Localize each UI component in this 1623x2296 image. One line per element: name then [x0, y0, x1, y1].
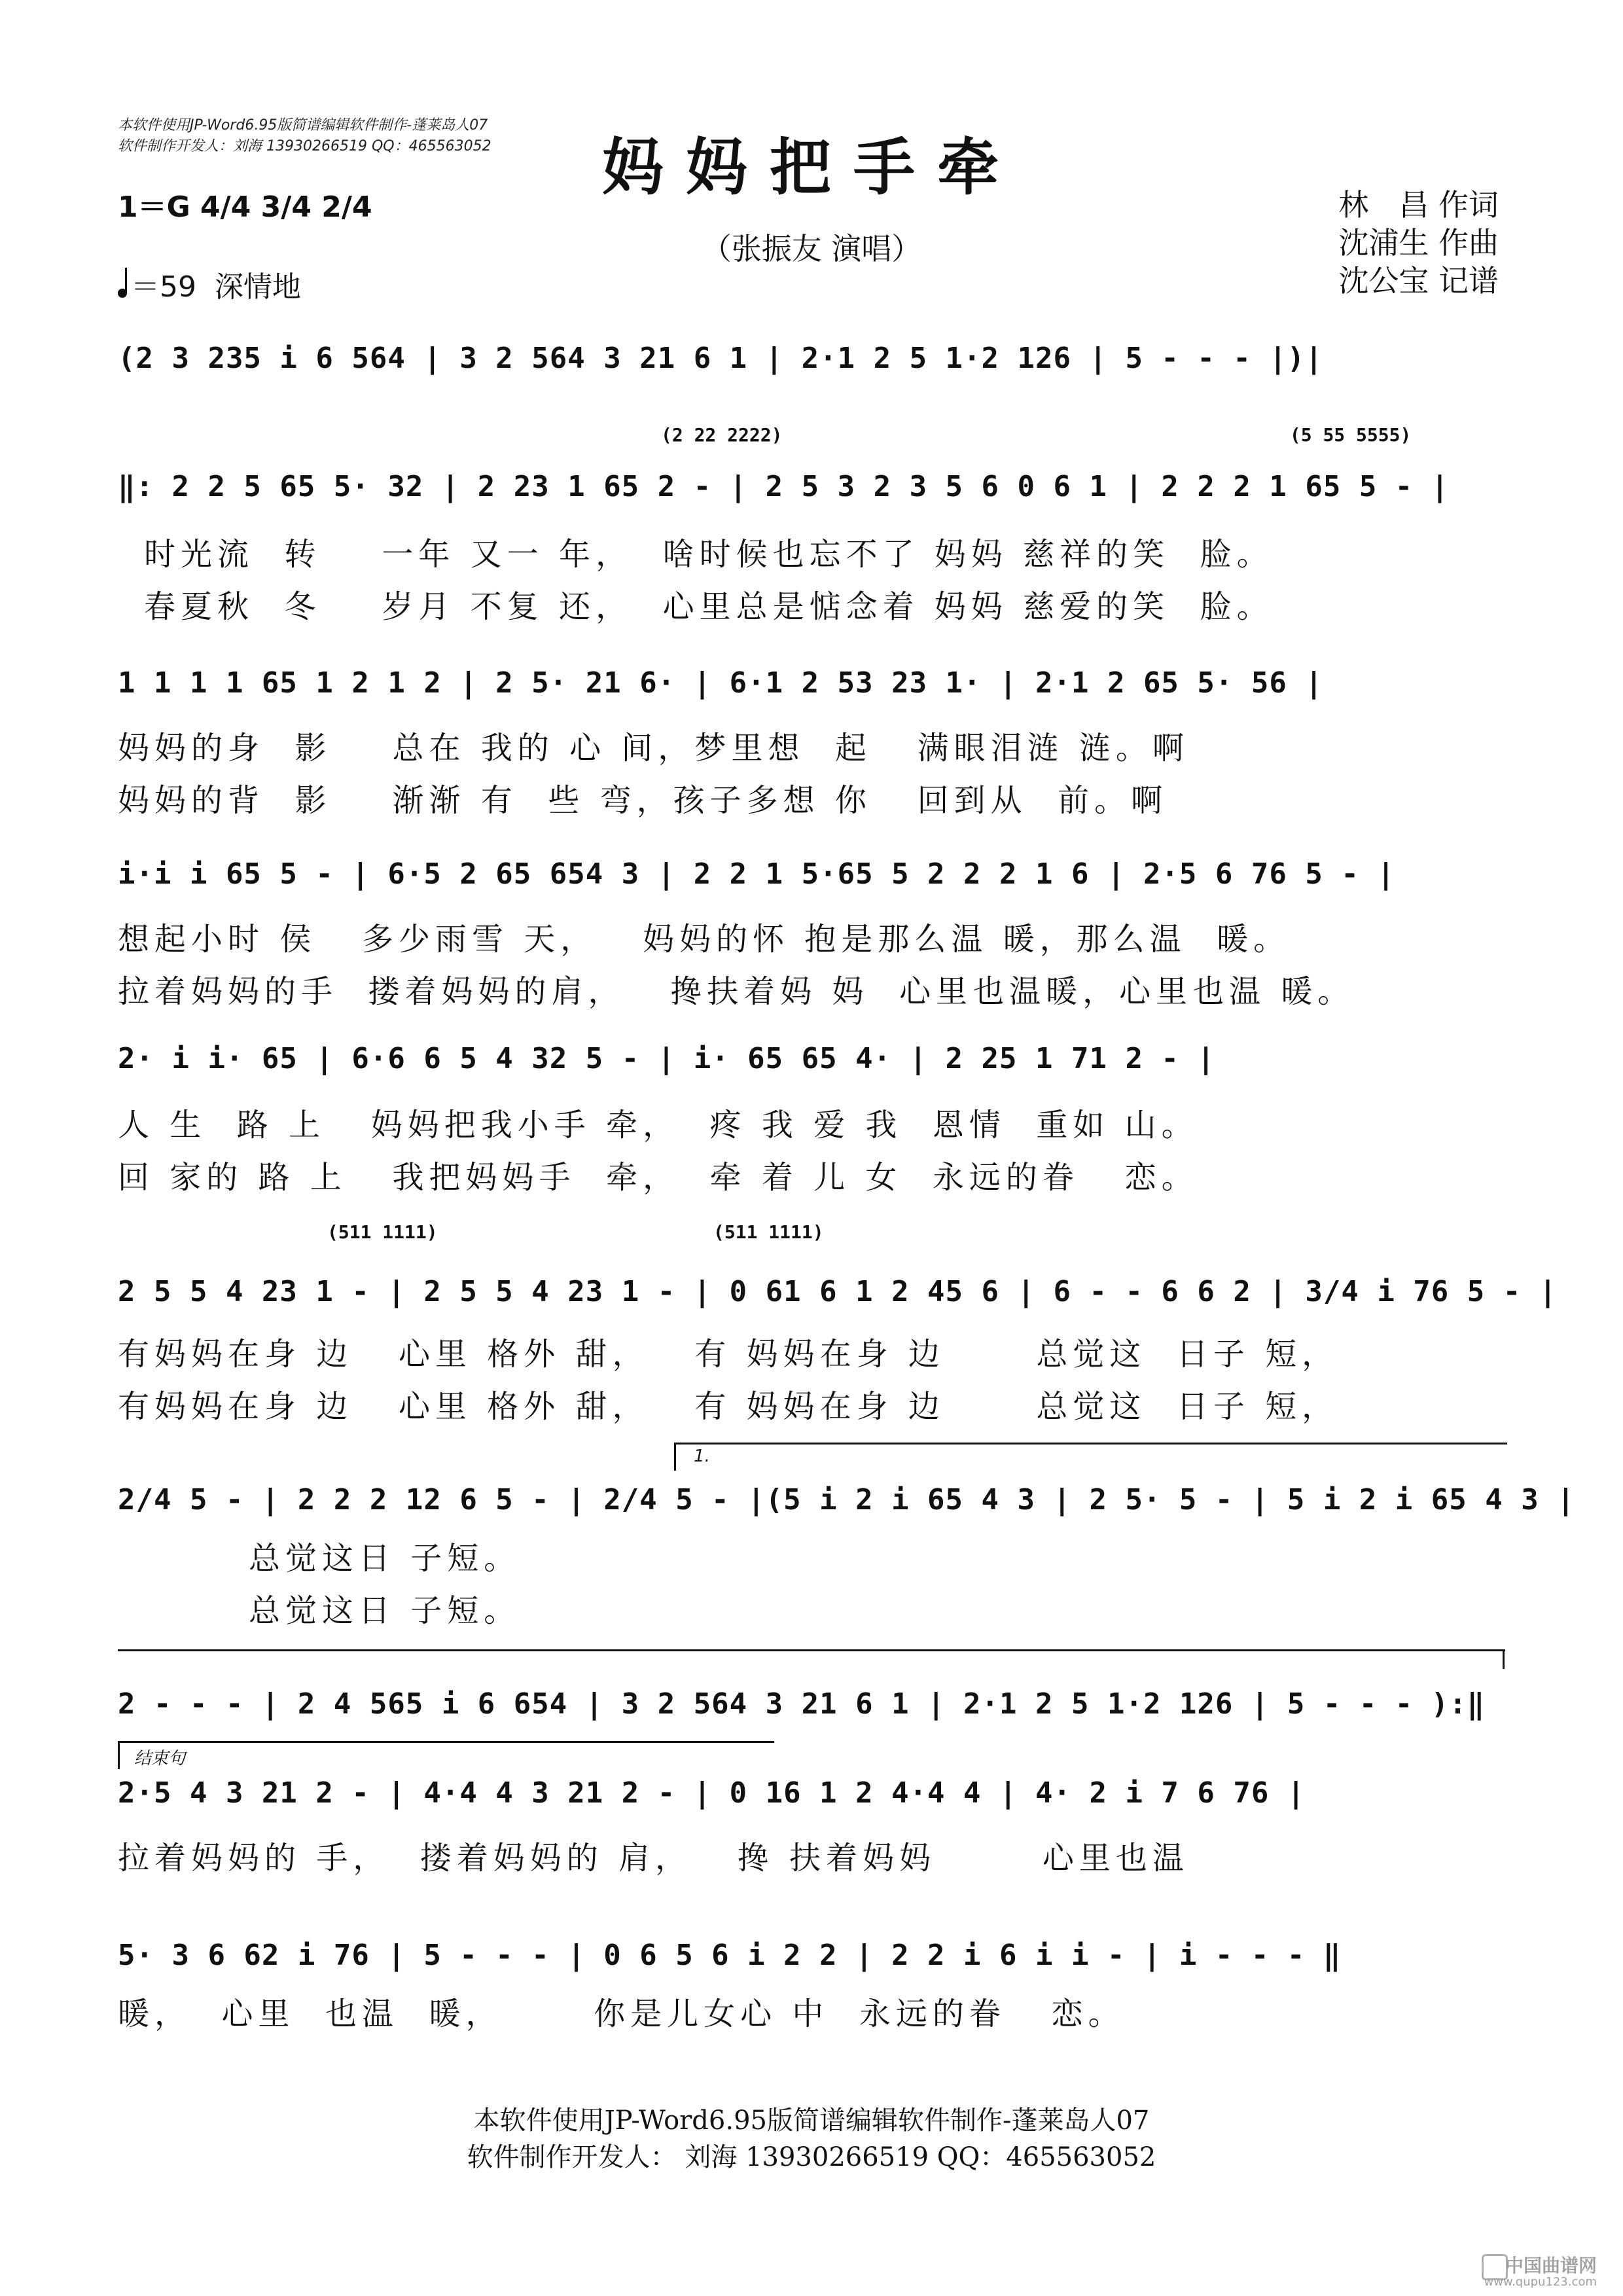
system-7-notes: 2/4 5 - | 2 2 2 12 6 5 - | 2/4 5 - |(5 i 2 i 65 4 3 | 2 5· 5 - | 5 i 2 i 65 4 3 | [118, 1483, 1575, 1516]
system-6-grace: (511 1111) (511 1111) [327, 1221, 824, 1243]
system-4-notes: i·i i 65 5 - | 6·5 2 65 654 3 | 2 2 1 5·65 5 2 2 2 1 6 | 2·5 6 76 5 - | [118, 857, 1395, 891]
system-5-notes: 2· i i· 65 | 6·6 6 5 4 32 5 - | i· 65 65 4· | 2 25 1 71 2 - | [118, 1042, 1215, 1075]
site-logo-text: 中国曲谱网 [1505, 2255, 1597, 2276]
composer: 沈浦生 作曲 [1338, 225, 1499, 260]
credits-block [1338, 186, 1499, 300]
footer-line2: 软件制作开发人： 刘海 13930266519 QQ：465563052 [467, 2142, 1156, 2172]
system-10-lyric-1: 暖， 心里 也温 暖， 你是儿女心 中 永远的眷 恋。 [118, 1996, 1125, 2032]
transcriber: 沈公宝 记谱 [1338, 263, 1499, 298]
singer-line: （张振友 演唱） [701, 231, 922, 266]
system-7-lyric-1: 总觉这日 子短。 [249, 1540, 521, 1577]
system-8-top-rule [118, 1649, 1505, 1651]
system-3-lyric-1: 妈妈的身 影 总在 我的 心 间，梦里想 起 满眼泪涟 涟。啊 [118, 730, 1189, 766]
coda-label: 结束句 [134, 1749, 186, 1768]
song-title: 妈妈把手牵 [601, 132, 1021, 204]
software-credit-line2: 软件制作开发人：刘海 13930266519 QQ：465563052 [118, 138, 491, 154]
quarter-note-icon [118, 289, 127, 298]
first-ending-label: 1. [694, 1446, 710, 1466]
tempo-value: ＝59 [131, 270, 196, 304]
system-4-lyric-1: 想起小时 侯 多少雨雪 天， 妈妈的怀 抱是那么温 暖，那么温 暖。 [118, 921, 1291, 958]
system-6-lyric-2: 有妈妈在身 边 心里 格外 甜， 有 妈妈在身 边 总觉这 日子 短， [118, 1388, 1339, 1425]
lyricist: 林 昌 作词 [1338, 187, 1499, 223]
footer-line1: 本软件使用JP-Word6.95版简谱编辑软件制作-蓬莱岛人07 [473, 2106, 1150, 2136]
system-2-notes: ‖: 2 2 5 65 5· 32 | 2 23 1 65 2 - | 2 5 3 2 3 5 6 0 6 1 | 2 2 2 1 65 5 - | [118, 470, 1450, 503]
key-signature: 1＝G 4/4 3/4 2/4 [118, 190, 372, 224]
system-2-grace: (2 22 2222) (5 55 5555) [661, 424, 1412, 446]
software-credit-line1: 本软件使用JP-Word6.95版简谱编辑软件制作-蓬莱岛人07 [118, 117, 488, 134]
first-ending-bracket [674, 1443, 1507, 1471]
system-9-notes: 2·5 4 3 21 2 - | 4·4 4 3 21 2 - | 0 16 1 2 4·4 4 | 4· 2 i 7 6 76 | [118, 1776, 1306, 1810]
tempo-text: 深情地 [214, 270, 301, 304]
system-5-lyric-2: 回 家的 路 上 我把妈妈手 牵， 牵 着 儿 女 永远的眷 恋。 [118, 1159, 1198, 1196]
software-credit-bottom [0, 2102, 1623, 2176]
system-2-lyric-2: 春夏秋 冬 岁月 不复 还， 心里总是惦念着 妈妈 慈爱的笑 脸。 [144, 588, 1274, 625]
coda-bracket [118, 1741, 774, 1769]
site-logo-url: www.qupu123.com [1484, 2275, 1597, 2289]
system-9-lyric-1: 拉着妈妈的 手， 搂着妈妈的 肩， 搀 扶着妈妈 心里也温 [118, 1840, 1189, 1876]
system-6-notes: 2 5 5 4 23 1 - | 2 5 5 4 23 1 - | 0 61 6 1 2 45 6 | 6 - - 6 6 2 | 3/4 i 76 5 - | [118, 1275, 1558, 1308]
system-4-lyric-2: 拉着妈妈的手 搂着妈妈的肩， 搀扶着妈 妈 心里也温暖，心里也温 暖。 [118, 973, 1355, 1010]
system-3-lyric-2: 妈妈的背 影 渐渐 有 些 弯，孩子多想 你 回到从 前。啊 [118, 782, 1168, 819]
system-3-notes: 1 1 1 1 65 1 2 1 2 | 2 5· 21 6· | 6·1 2 53 23 1· | 2·1 2 65 5· 56 | [118, 666, 1323, 700]
system-5-lyric-1: 人 生 路 上 妈妈把我小手 牵， 疼 我 爱 我 恩情 重如 山。 [118, 1107, 1198, 1143]
system-1-notes: (2 3 235 i 6 564 | 3 2 564 3 21 6 1 | 2·1 2 5 1·2 126 | 5 - - - |)| [118, 342, 1323, 375]
tempo-marking [118, 263, 301, 305]
system-8-end-tick [1503, 1649, 1505, 1669]
system-6-lyric-1: 有妈妈在身 边 心里 格外 甜， 有 妈妈在身 边 总觉这 日子 短， [118, 1336, 1339, 1372]
system-2-lyric-1: 时光流 转 一年 又一 年， 啥时候也忘不了 妈妈 慈祥的笑 脸。 [144, 536, 1274, 573]
system-10-notes: 5· 3 6 62 i 76 | 5 - - - | 0 6 5 6 i 2 2 | 2 2 i 6 i i - | i - - - ‖ [118, 1939, 1342, 1972]
system-7-lyric-2: 总觉这日 子短。 [249, 1592, 521, 1629]
system-8-notes: 2 - - - | 2 4 565 i 6 654 | 3 2 564 3 21 6 1 | 2·1 2 5 1·2 126 | 5 - - - ):‖ [118, 1687, 1486, 1721]
